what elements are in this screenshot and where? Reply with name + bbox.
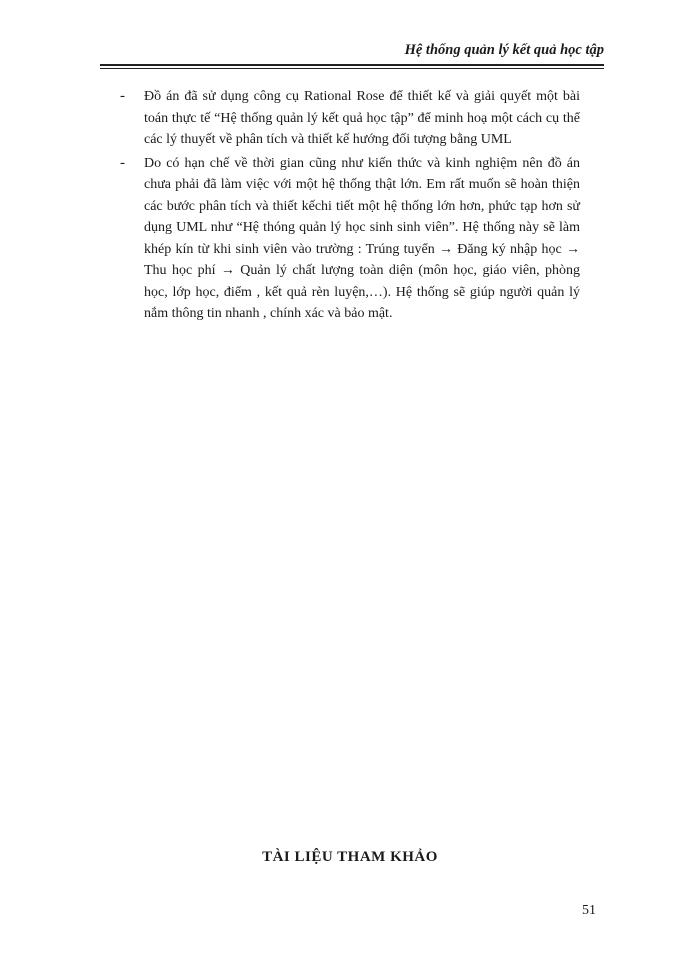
running-header-title: Hệ thống quản lý kết quả học tập xyxy=(404,42,604,58)
bullet-text: Do có hạn chế về thời gian cũng như kiến thức và kinh nghiệm nên đồ án chưa phải đã làm việc với một hệ thống thật lớn. Em rất muốn sẽ hoàn thiện các bước phân tích và thiết kếchi tiết một hệ thống lớn hơn, phức tạp hơn sử dụng UML như “Hệ thóng quản lý học sinh sinh viên”. Hệ thống này sẽ làm khép kín từ khi sinh viên vào trường : Trúng tuyển → Đăng ký nhập học → Thu học phí → Quản lý chất lượng toàn diện (môn học, giáo viên, phòng học, lớp học, điểm , kết quả rèn luyện,…). Hệ thống sẽ giúp người quản lý nắm thông tin nhanh , chính xác và bảo mật. xyxy=(144,155,580,321)
references-heading: TÀI LIỆU THAM KHẢO xyxy=(262,849,438,865)
conclusion-bullet-list xyxy=(120,86,580,327)
header-rule-thick xyxy=(100,64,604,66)
bullet-item-limitations xyxy=(120,153,580,325)
header-rule-thin xyxy=(100,68,604,69)
bullet-item-rational-rose xyxy=(120,86,580,151)
bullet-dash: - xyxy=(120,154,125,171)
bullet-dash: - xyxy=(120,88,125,104)
bullet-text: Đồ án đã sử dụng công cụ Rational Rose để thiết kế và giải quyết một bài toán thực tế “Hệ thống quản lý kết quả học tập” để minh hoạ một cách cụ thể các lý thuyết về phân tích và thiết kế hướng đối tượng bằng UML xyxy=(144,89,580,147)
page-number: 51 xyxy=(582,903,596,918)
